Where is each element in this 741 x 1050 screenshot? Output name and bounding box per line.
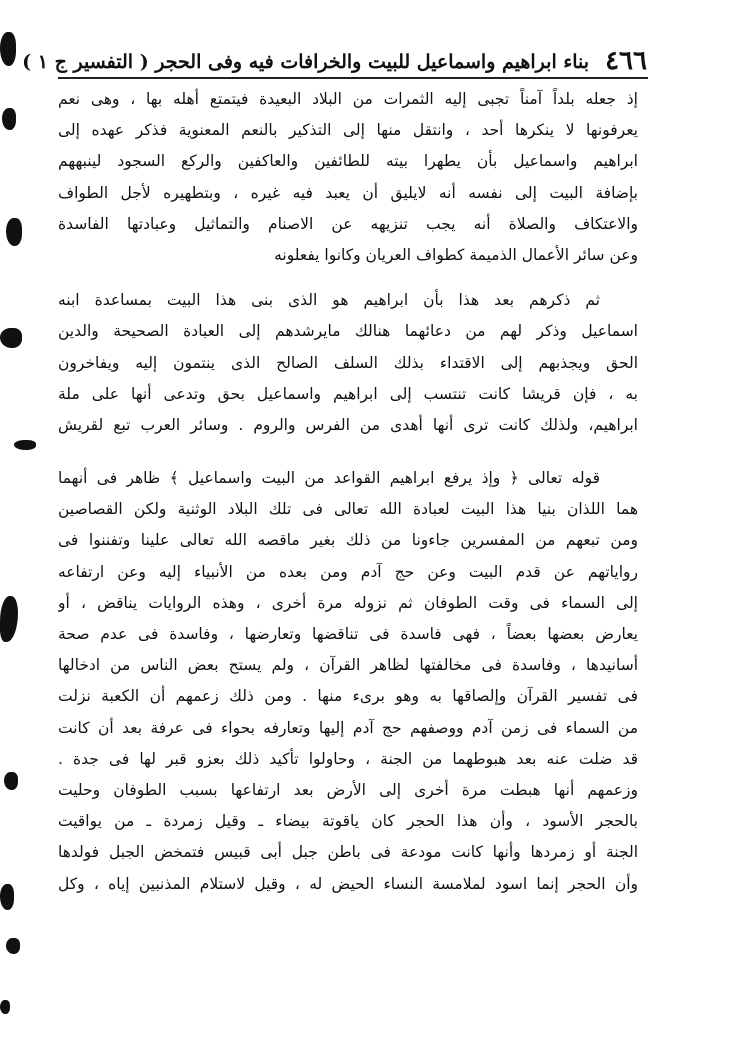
text-line: من السماء فى زمن آدم ووصفهم حج آدم إليها وتعارفه بحواء فى عرفة بعد أن كانت bbox=[58, 718, 638, 737]
binding-ink-mark bbox=[14, 440, 36, 450]
binding-ink-mark bbox=[6, 218, 22, 246]
text-line: فى تفسير القرآن وإلصاقها به وهو برىء منها . ومن ذلك زعمهم أن الكعبة نزلت bbox=[58, 687, 638, 706]
binding-ink-mark bbox=[6, 938, 20, 954]
binding-ink-mark bbox=[0, 32, 16, 66]
binding-ink-mark bbox=[0, 884, 14, 910]
binding-ink-mark bbox=[2, 108, 16, 130]
text-line: ابراهيم واسماعيل بأن يطهرا بيته للطائفين والعاكفين والركع السجود لينبههم bbox=[58, 152, 638, 171]
text-line: به ، فإن قريشا كانت تنتسب إلى ابراهيم واسماعيل بحق وتدعى أنها على ملة bbox=[58, 384, 638, 403]
text-line: ثم ذكرهم بعد هذا بأن ابراهيم هو الذى بنى هذا البيت بمساعدة ابنه bbox=[58, 291, 600, 310]
page-header bbox=[22, 38, 647, 76]
binding-ink-mark bbox=[0, 1000, 10, 1014]
page-number: ٤٦٦ bbox=[605, 46, 647, 76]
binding-ink-mark bbox=[0, 596, 18, 642]
binding-ink-mark bbox=[4, 772, 18, 790]
running-title: بناء ابراهيم واسماعيل للبيت والخرافات فيه وفى الحجر ( التفسير ج ١ ) bbox=[22, 51, 590, 74]
text-line: قوله تعالى ﴿ وإذ يرفع ابراهيم القواعد من البيت واسماعيل ﴾ ظاهر فى أنهما bbox=[58, 469, 600, 488]
text-line: ومن تبعهم من المفسرين جاءونا من ذلك بغير ماقصه الله تعالى علينا وتفننوا فى bbox=[58, 531, 638, 550]
text-line: قد ضلت عنه بعد هبوطهما من الجنة ، وحاولوا تأكيد ذلك بعزو قبر لها فى جدة . bbox=[58, 749, 638, 768]
text-line: ابراهيم، ولذلك كانت ترى أنها أهدى من الفرس والروم . وسائر العرب تبع لقريش bbox=[58, 415, 638, 434]
body-text bbox=[58, 84, 638, 900]
paragraph-3 bbox=[58, 463, 638, 900]
text-line: أسانيدها ، وفاسدة فى مخالفتها لظاهر القرآن ، ولم يستح بعض الناس من ادخالها bbox=[58, 656, 638, 675]
text-line: بالحجر الأسود ، وأن هذا الحجر كان ياقوتة بيضاء ـ وقيل زمردة ـ من يواقيت bbox=[58, 812, 638, 831]
paragraph-gap bbox=[58, 271, 638, 285]
text-line: إذ جعله بلداً آمناً تجبى إليه الثمرات من البلاد البعيدة فيتمتع أهله بها ، وهى نعم bbox=[58, 90, 638, 108]
text-line: يعرفونها لا ينكرها أحد ، وانتقل منها إلى التذكير بالنعم المعنوية فذكر عهده إلى bbox=[58, 121, 638, 140]
text-line: والاعتكاف والصلاة أنه يجب تنزيهه عن الاصنام والتماثيل وعبادتها الفاسدة bbox=[58, 214, 638, 233]
text-line: وعن سائر الأعمال الذميمة كطواف العريان وكانوا يفعلونه bbox=[274, 245, 638, 264]
text-line: الجنة أو زمردها وأنها كانت مودعة فى باطن جبل أبى قبيس فتمخض الجبل فولدها bbox=[58, 843, 638, 862]
text-line: الحق ويجذبهم إلى الاقتداء بذلك السلف الصالح الذى ينتمون إليه ويفاخرون bbox=[58, 353, 638, 372]
text-line: هما اللذان بنيا هذا البيت لعبادة الله تعالى فى تلك البلاد الوثنية ولكن القصاصين bbox=[58, 500, 638, 519]
paragraph-1 bbox=[58, 84, 638, 271]
text-line: اسماعيل وذكر لهم من دعائهما هنالك مايرشدهم إلى العبادة الصحيحة والدين bbox=[58, 322, 638, 341]
binding-ink-mark bbox=[0, 328, 22, 348]
paragraph-gap bbox=[58, 441, 638, 463]
text-line: إلى السماء فى وقت الطوفان ثم نزوله مرة أخرى ، وهذه الروايات يناقض ، أو bbox=[58, 593, 638, 612]
text-line: رواياتهم عن قدم البيت وعن حج آدم ومن بعده من الأنبياء إليه وعن ارتفاعه bbox=[58, 562, 638, 581]
text-line: بإضافة البيت إلى نفسه أنه لايليق أن يعبد فيه غيره ، وبتطهيره لأجل الطواف bbox=[58, 183, 638, 202]
text-line: يعارض بعضها بعضاً ، فهى فاسدة فى تناقضها وتعارضها ، وفاسدة فى عدم صحة bbox=[58, 625, 638, 643]
header-rule bbox=[58, 77, 648, 79]
paragraph-2 bbox=[58, 285, 638, 441]
text-line: وأن الحجر إنما اسود لملامسة النساء الحيض له ، وقيل لاستلام المذنبين إياه ، وكل bbox=[58, 874, 638, 893]
text-line: وزعمهم أنها هبطت مرة أخرى إلى الأرض بعد ارتفاعها بسبب الطوفان وحليت bbox=[58, 780, 638, 799]
